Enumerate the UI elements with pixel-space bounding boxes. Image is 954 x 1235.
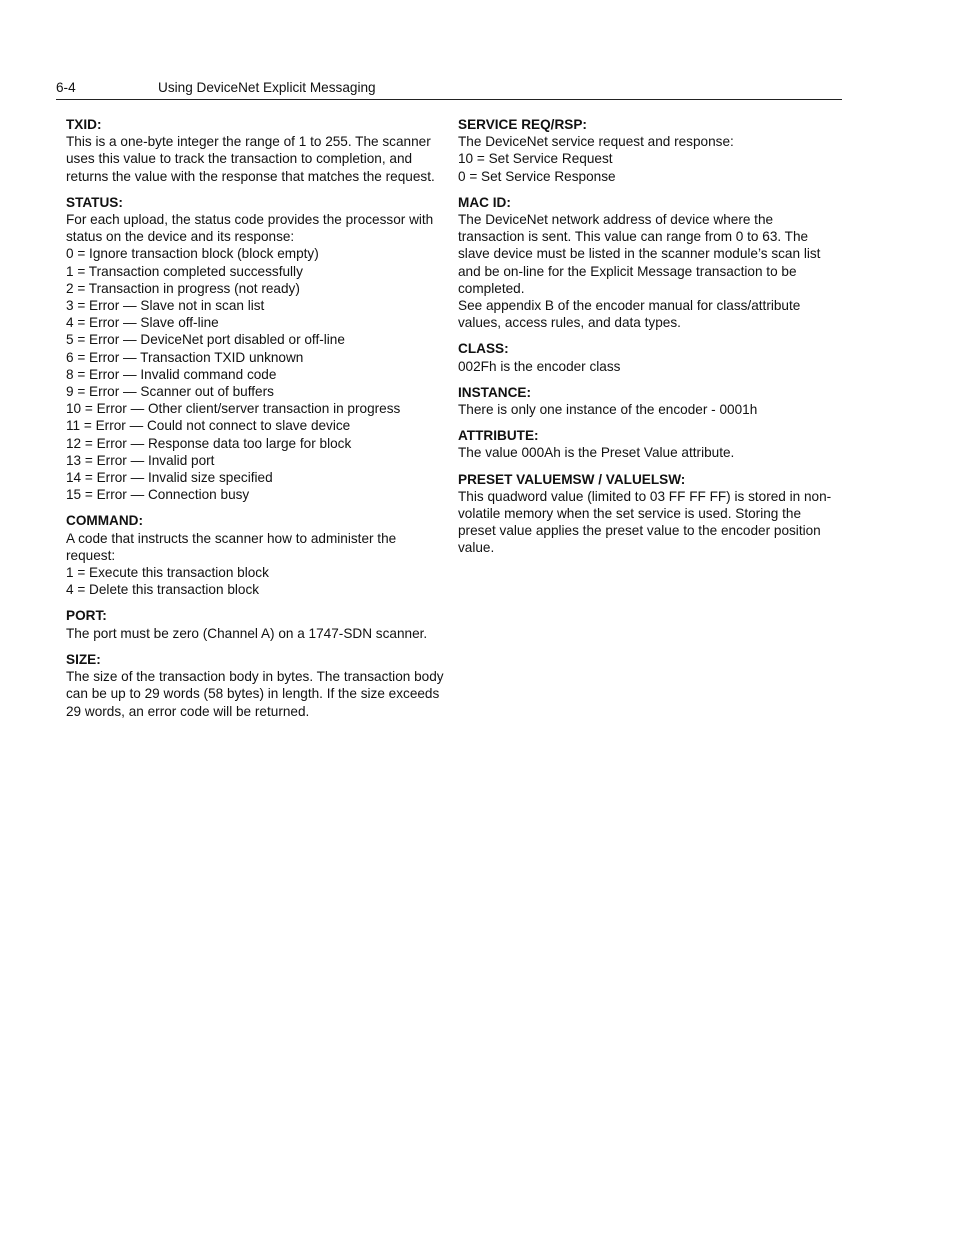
- list-item: 12 = Error — Response data too large for block: [66, 435, 352, 451]
- section-paragraph: The port must be zero (Channel A) on a 1747-SDN scanner.: [66, 625, 428, 641]
- page-header: [56, 79, 842, 100]
- section-port: [66, 607, 448, 641]
- section-paragraph: This is a one-byte integer the range of 1 to 255. The scanner uses this value to track the transaction to completion, and returns the value with the response that matches the request.: [66, 134, 435, 184]
- section-title: CLASS:: [458, 341, 509, 357]
- list-item: 10 = Error — Other client/server transaction in progress: [66, 401, 401, 417]
- section-title: COMMAND:: [66, 513, 144, 529]
- right-column: [458, 116, 838, 566]
- list-item: 4 = Delete this transaction block: [66, 582, 260, 598]
- page-number: 6-4: [56, 80, 76, 95]
- left-column: [66, 116, 448, 729]
- section-title: ATTRIBUTE:: [458, 428, 539, 444]
- section-paragraph: See appendix B of the encoder manual for class/attribute values, access rules, and data types.: [458, 298, 801, 331]
- section-status: [66, 194, 448, 504]
- list-item: 11 = Error — Could not connect to slave device: [66, 418, 351, 434]
- section-instance: [458, 384, 838, 418]
- section-paragraph: The DeviceNet service request and response:: [458, 134, 734, 150]
- section-class: [458, 340, 838, 374]
- section-paragraph: The size of the transaction body in bytes. The transaction body can be up to 29 words (58 bytes) in length. If the size exceeds 29 words, an error code will be returned.: [66, 669, 444, 719]
- section-paragraph: A code that instructs the scanner how to administer the request:: [66, 530, 397, 563]
- list-item: 13 = Error — Invalid port: [66, 452, 215, 468]
- section-title: SERVICE REQ/RSP:: [458, 117, 587, 132]
- section-service-req-rsp: [458, 116, 838, 185]
- section-txid: [66, 116, 448, 185]
- list-item: 8 = Error — Invalid command code: [66, 366, 277, 382]
- section-paragraph: The value 000Ah is the Preset Value attribute.: [458, 445, 735, 461]
- list-item: 2 = Transaction in progress (not ready): [66, 280, 300, 296]
- list-item: 6 = Error — Transaction TXID unknown: [66, 349, 304, 365]
- list-item: 14 = Error — Invalid size specified: [66, 470, 273, 486]
- section-size: [66, 651, 448, 720]
- section-command: [66, 512, 448, 598]
- section-paragraph: There is only one instance of the encoder - 0001h: [458, 402, 758, 418]
- section-mac-id: [458, 194, 838, 332]
- list-item: 9 = Error — Scanner out of buffers: [66, 384, 274, 400]
- section-attribute: [458, 427, 838, 461]
- section-title: INSTANCE:: [458, 384, 531, 400]
- section-title: PORT:: [66, 608, 107, 624]
- section-title: PRESET VALUEMSW / VALUELSW:: [458, 471, 686, 487]
- section-paragraph: The DeviceNet network address of device where the transaction is sent. This value can range from 0 to 63. The slave device must be listed in the scanner module’s scan list and be on-line for the Explicit Message transaction to be completed.: [458, 212, 821, 296]
- section-paragraph: For each upload, the status code provides the processor with status on the device and its response:: [66, 212, 434, 245]
- section-title: SIZE:: [66, 651, 101, 667]
- list-item: 1 = Execute this transaction block: [66, 565, 269, 581]
- list-item: 0 = Ignore transaction block (block empty): [66, 246, 319, 262]
- section-preset-valuemsw-valuelsw: [458, 471, 838, 557]
- list-item: 5 = Error — DeviceNet port disabled or off-line: [66, 332, 345, 348]
- list-item: 3 = Error — Slave not in scan list: [66, 298, 265, 314]
- section-title: STATUS:: [66, 194, 123, 210]
- section-paragraph: This quadword value (limited to 03 FF FF FF) is stored in non-volatile memory when the set service is used. Storing the preset value applies the preset value to the encoder position value.: [458, 488, 832, 556]
- section-title: MAC ID:: [458, 194, 511, 210]
- list-item: 4 = Error — Slave off-line: [66, 315, 219, 331]
- list-item: 10 = Set Service Request: [458, 151, 613, 167]
- section-paragraph: 002Fh is the encoder class: [458, 358, 621, 374]
- running-title: Using DeviceNet Explicit Messaging: [158, 80, 376, 95]
- list-item: 1 = Transaction completed successfully: [66, 263, 303, 279]
- list-item: 0 = Set Service Response: [458, 168, 616, 184]
- list-item: 15 = Error — Connection busy: [66, 487, 250, 503]
- section-title: TXID:: [66, 117, 102, 132]
